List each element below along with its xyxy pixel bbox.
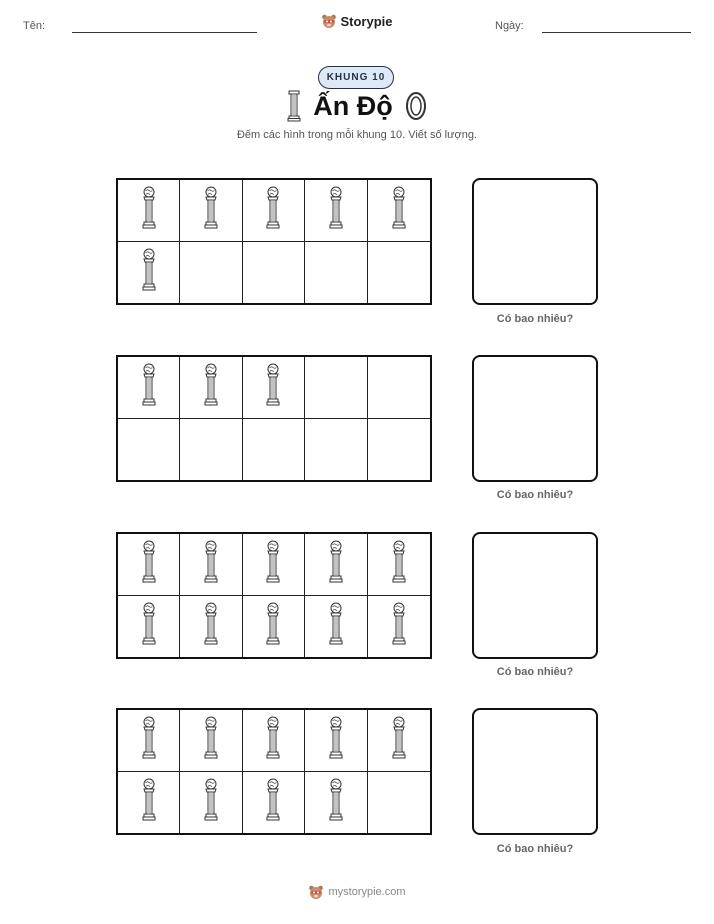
ten-frame-cell: [368, 710, 430, 772]
pillar-globe-icon: [141, 778, 157, 827]
ten-frame-1: [116, 178, 432, 305]
ten-frame-cell: [118, 419, 180, 481]
pillar-globe-icon: [203, 540, 219, 589]
pillar-globe-icon: [203, 778, 219, 827]
ten-frame-cell: [118, 180, 180, 242]
footer: [0, 884, 714, 900]
pillar-globe-icon: [391, 540, 407, 589]
pillar-icon: [287, 90, 301, 122]
pillar-globe-icon: [328, 716, 344, 765]
ten-frame-4: [116, 708, 432, 835]
ten-frame-cell: [368, 242, 430, 304]
ten-frame-cell: [118, 596, 180, 658]
pillar-globe-icon: [265, 363, 281, 412]
ten-frame-cell: [180, 242, 242, 304]
answer-label-4: Có bao nhiêu?: [496, 843, 574, 855]
ten-frame-cell: [243, 710, 305, 772]
ten-frame-cell: [243, 596, 305, 658]
pillar-globe-icon: [203, 602, 219, 651]
answer-label-1: Có bao nhiêu?: [496, 313, 574, 325]
pillar-globe-icon: [391, 186, 407, 235]
pillar-globe-icon: [203, 716, 219, 765]
ten-frame-cell: [368, 772, 430, 834]
ten-frame-cell: [368, 596, 430, 658]
answer-label-3: Có bao nhiêu?: [496, 666, 574, 678]
pillar-globe-icon: [265, 540, 281, 589]
date-label: Ngày:: [495, 20, 524, 32]
pillar-globe-icon: [265, 602, 281, 651]
ten-frame-cell: [180, 419, 242, 481]
ten-frame-cell: [305, 357, 367, 419]
ten-frame-cell: [305, 419, 367, 481]
ten-frame-cell: [368, 534, 430, 596]
ten-frame-cell: [305, 596, 367, 658]
zero-digit-icon: [405, 91, 427, 121]
storypie-bear-icon: [308, 884, 324, 900]
pillar-globe-icon: [265, 186, 281, 235]
ten-frame-3: [116, 532, 432, 659]
brand-name: Storypie: [340, 13, 393, 29]
pillar-globe-icon: [141, 602, 157, 651]
ten-frame-cell: [118, 710, 180, 772]
ten-frame-cell: [180, 357, 242, 419]
worksheet-badge: KHUNG 10: [318, 66, 394, 89]
ten-frame-cell: [305, 534, 367, 596]
ten-frame-cell: [118, 772, 180, 834]
storypie-bear-icon: [321, 13, 337, 29]
pillar-globe-icon: [265, 716, 281, 765]
ten-frame-cell: [180, 596, 242, 658]
pillar-globe-icon: [328, 186, 344, 235]
name-line[interactable]: [72, 32, 257, 33]
ten-frame-2: [116, 355, 432, 482]
pillar-globe-icon: [391, 716, 407, 765]
date-line[interactable]: [542, 32, 691, 33]
pillar-globe-icon: [328, 778, 344, 827]
pillar-globe-icon: [328, 540, 344, 589]
ten-frame-cell: [243, 180, 305, 242]
answer-box-3[interactable]: [472, 532, 598, 659]
ten-frame-cell: [368, 419, 430, 481]
instructions: Đếm các hình trong mỗi khung 10. Viết số lượng.: [236, 129, 477, 141]
ten-frame-cell: [243, 534, 305, 596]
ten-frame-cell: [180, 534, 242, 596]
answer-box-2[interactable]: [472, 355, 598, 482]
ten-frame-cell: [118, 357, 180, 419]
ten-frame-cell: [243, 242, 305, 304]
answer-label-2: Có bao nhiêu?: [496, 489, 574, 501]
title-row: [0, 90, 714, 122]
ten-frame-cell: [305, 710, 367, 772]
pillar-globe-icon: [391, 602, 407, 651]
ten-frame-cell: [118, 534, 180, 596]
ten-frame-cell: [180, 772, 242, 834]
page-title: Ấn Độ: [313, 90, 393, 121]
ten-frame-cell: [118, 242, 180, 304]
ten-frame-cell: [180, 180, 242, 242]
pillar-globe-icon: [203, 186, 219, 235]
pillar-globe-icon: [203, 363, 219, 412]
pillar-globe-icon: [265, 778, 281, 827]
ten-frame-cell: [243, 419, 305, 481]
pillar-globe-icon: [328, 602, 344, 651]
ten-frame-cell: [305, 772, 367, 834]
brand: [0, 13, 714, 29]
name-label: Tên:: [23, 20, 46, 32]
pillar-globe-icon: [141, 540, 157, 589]
answer-box-1[interactable]: [472, 178, 598, 305]
ten-frame-cell: [243, 357, 305, 419]
pillar-globe-icon: [141, 186, 157, 235]
pillar-globe-icon: [141, 716, 157, 765]
ten-frame-cell: [305, 180, 367, 242]
ten-frame-cell: [368, 357, 430, 419]
ten-frame-cell: [368, 180, 430, 242]
footer-url: mystorypie.com: [328, 886, 406, 898]
pillar-globe-icon: [141, 248, 157, 297]
ten-frame-cell: [243, 772, 305, 834]
ten-frame-cell: [180, 710, 242, 772]
answer-box-4[interactable]: [472, 708, 598, 835]
pillar-globe-icon: [141, 363, 157, 412]
ten-frame-cell: [305, 242, 367, 304]
